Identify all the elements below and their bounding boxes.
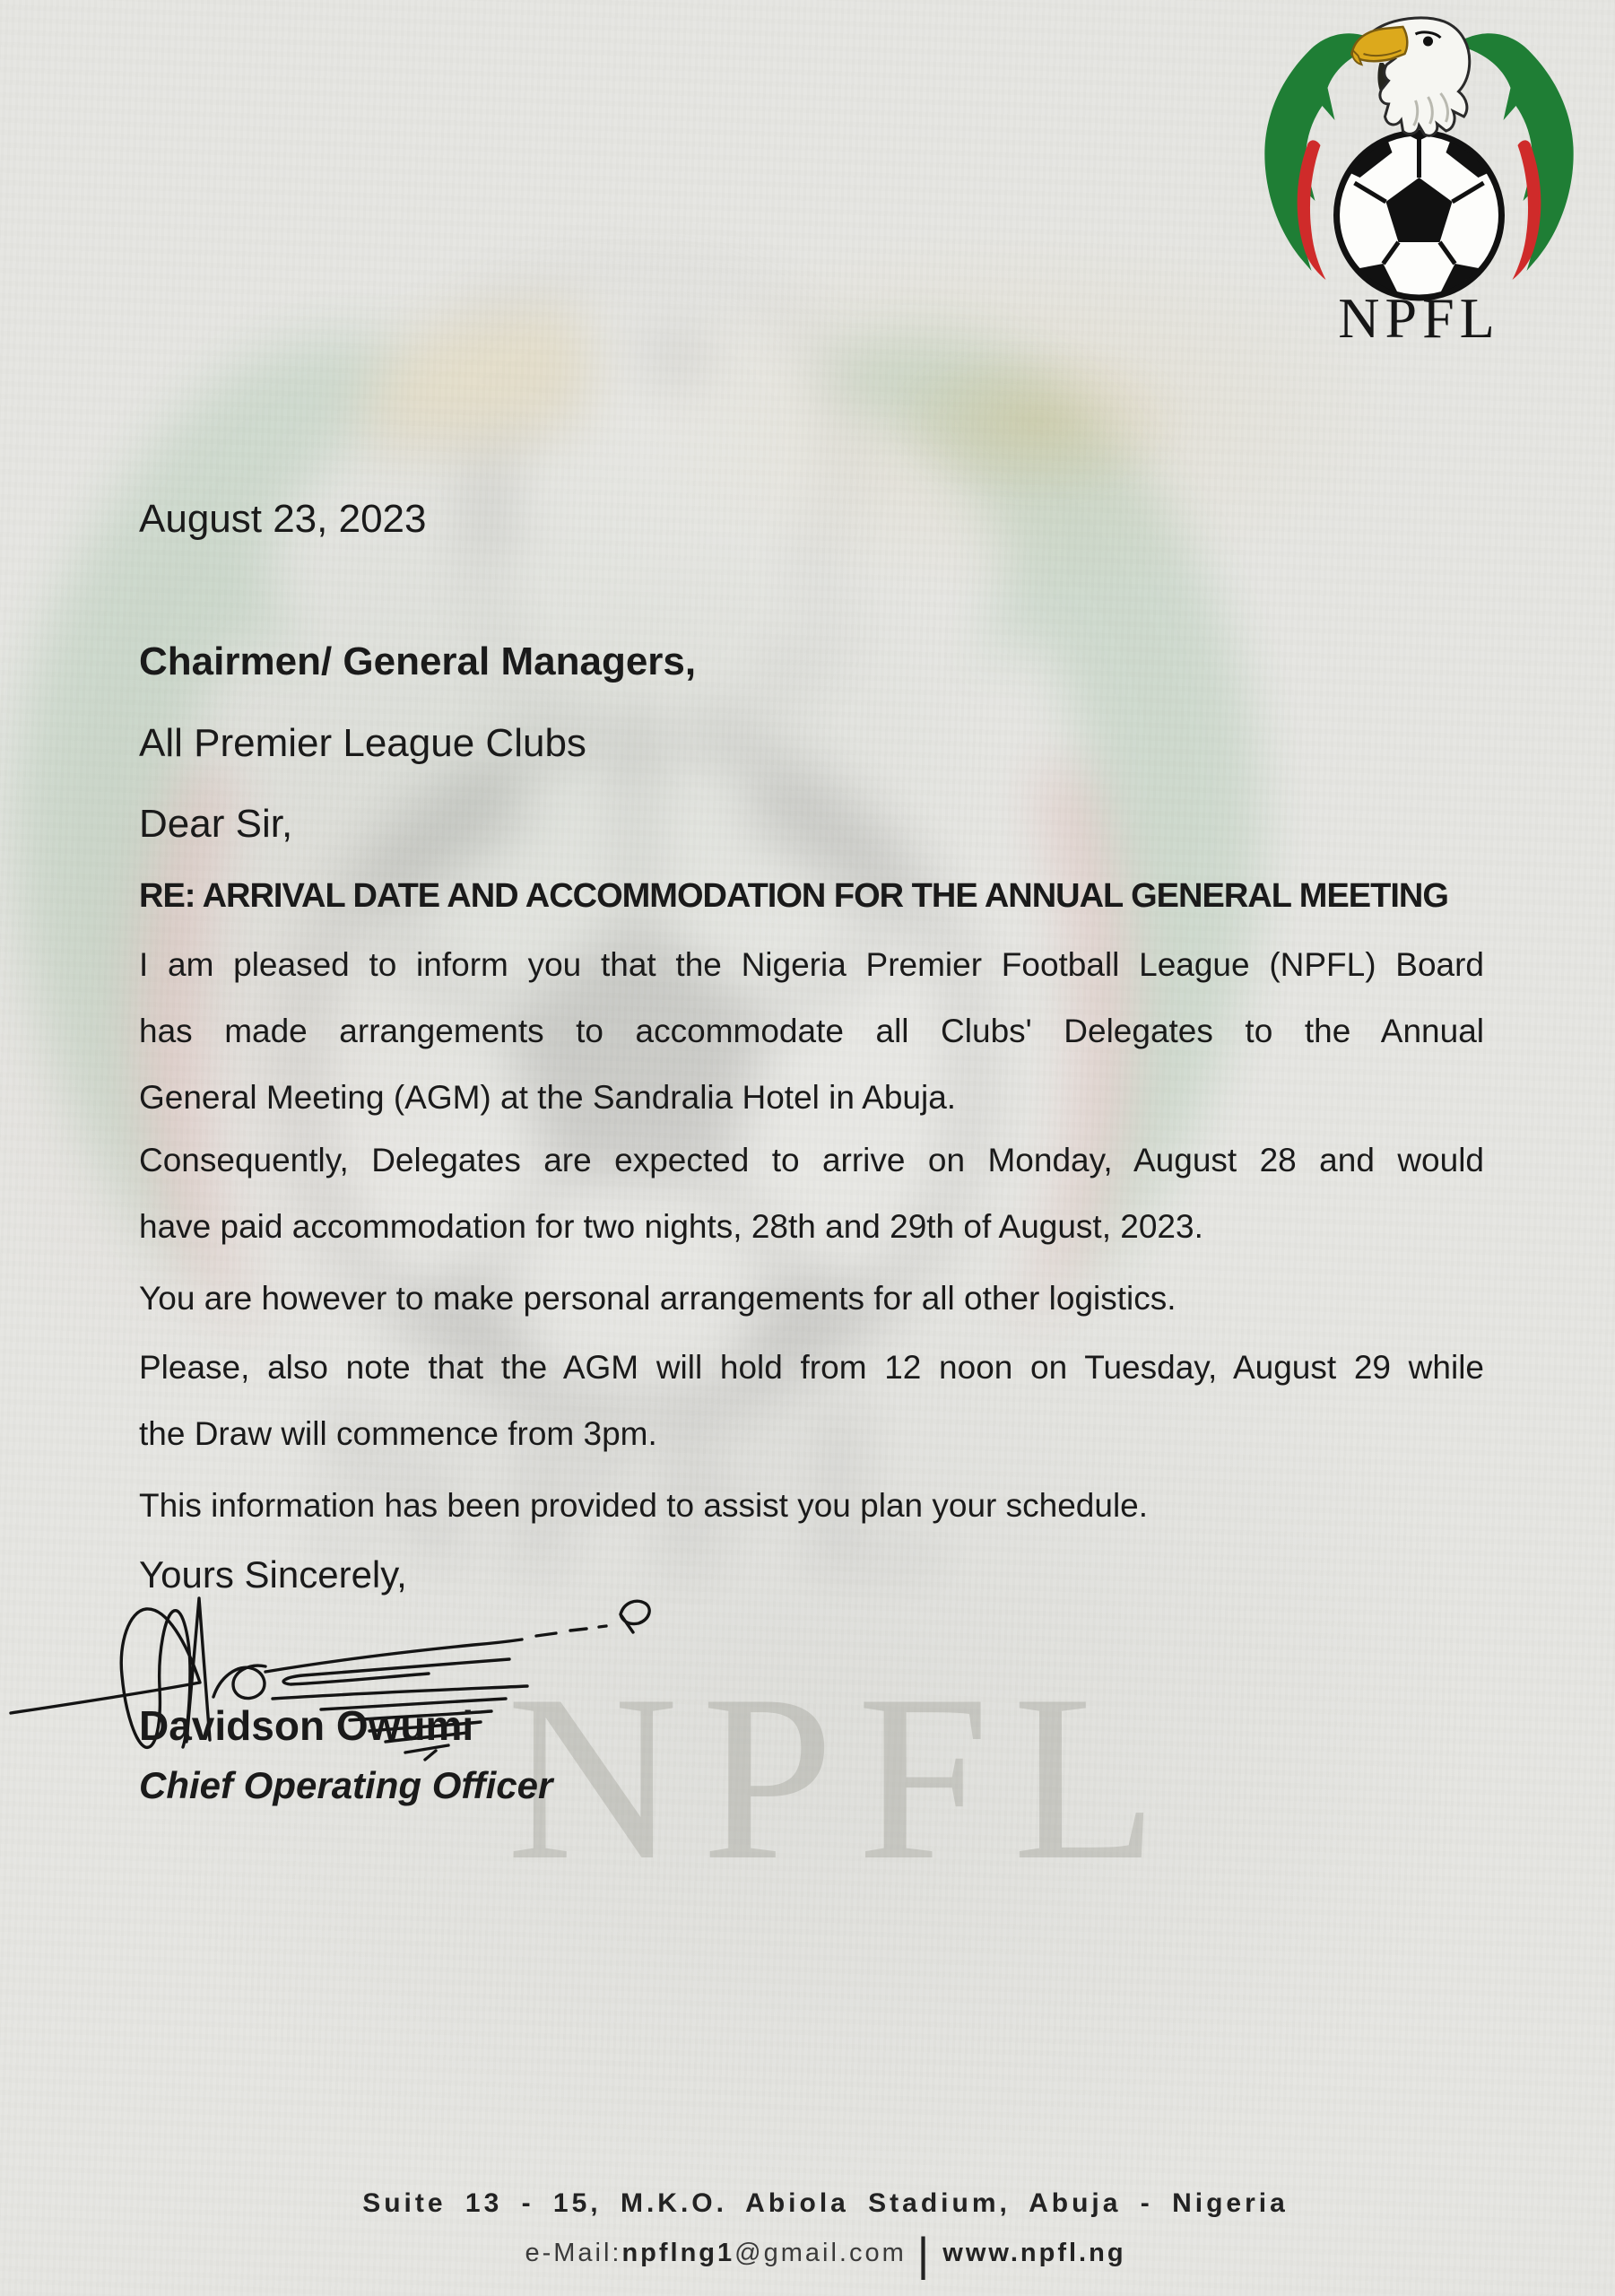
- footer-email-domain: @gmail.com: [734, 2239, 907, 2267]
- recipient-line-1: Chairmen/ General Managers,: [139, 639, 697, 683]
- body-line: Please, also note that the AGM will hold from 12 noon on Tuesday, August 29 while: [139, 1349, 1484, 1386]
- recipient-line-2: All Premier League Clubs: [139, 721, 586, 765]
- body-line: have paid accommodation for two nights, 28th and 29th of August, 2023.: [139, 1208, 1203, 1245]
- paragraph: [139, 1335, 1484, 1467]
- footer-address: Suite 13 - 15, M.K.O. Abiola Stadium, Abuja - Nigeria: [362, 2188, 1289, 2218]
- npfl-text-watermark: NPFL: [507, 1647, 1182, 1909]
- body-line: I am pleased to inform you that the Nigeria Premier Football League (NPFL) Board: [139, 946, 1484, 983]
- footer-separator: |: [916, 2229, 933, 2281]
- closing: Yours Sincerely,: [139, 1553, 407, 1596]
- body-line: the Draw will commence from 3pm.: [139, 1415, 657, 1452]
- paragraph: [139, 1265, 1484, 1332]
- footer-contacts: [0, 2228, 1615, 2282]
- body-line: has made arrangements to accommodate all Clubs' Delegates to the Annual: [139, 1013, 1484, 1049]
- subject-line: RE: ARRIVAL DATE AND ACCOMMODATION FOR THE ANNUAL GENERAL MEETING: [139, 877, 1448, 915]
- body-line: Consequently, Delegates are expected to arrive on Monday, August 28 and would: [139, 1142, 1484, 1178]
- body-line: You are however to make personal arrangements for all other logistics.: [139, 1280, 1177, 1317]
- body-line: This information has been provided to assist you plan your schedule.: [139, 1487, 1149, 1524]
- paragraph: [139, 1127, 1484, 1260]
- npfl-logo: [1246, 11, 1592, 352]
- signatory-title: Chief Operating Officer: [139, 1764, 553, 1806]
- paragraph: [139, 1473, 1484, 1539]
- footer-email-user: npflng1: [621, 2239, 735, 2267]
- body-line: General Meeting (AGM) at the Sandralia Hotel in Abuja.: [139, 1079, 957, 1116]
- salutation: Dear Sir,: [139, 802, 293, 846]
- footer-email-label: e-Mail:: [525, 2239, 622, 2267]
- paper-stain: [888, 341, 1193, 502]
- footer-website: www.npfl.ng: [942, 2239, 1126, 2267]
- paragraph: [139, 932, 1484, 1131]
- signatory-name: Davidson Owumi: [139, 1702, 474, 1749]
- letter-date: August 23, 2023: [139, 497, 427, 541]
